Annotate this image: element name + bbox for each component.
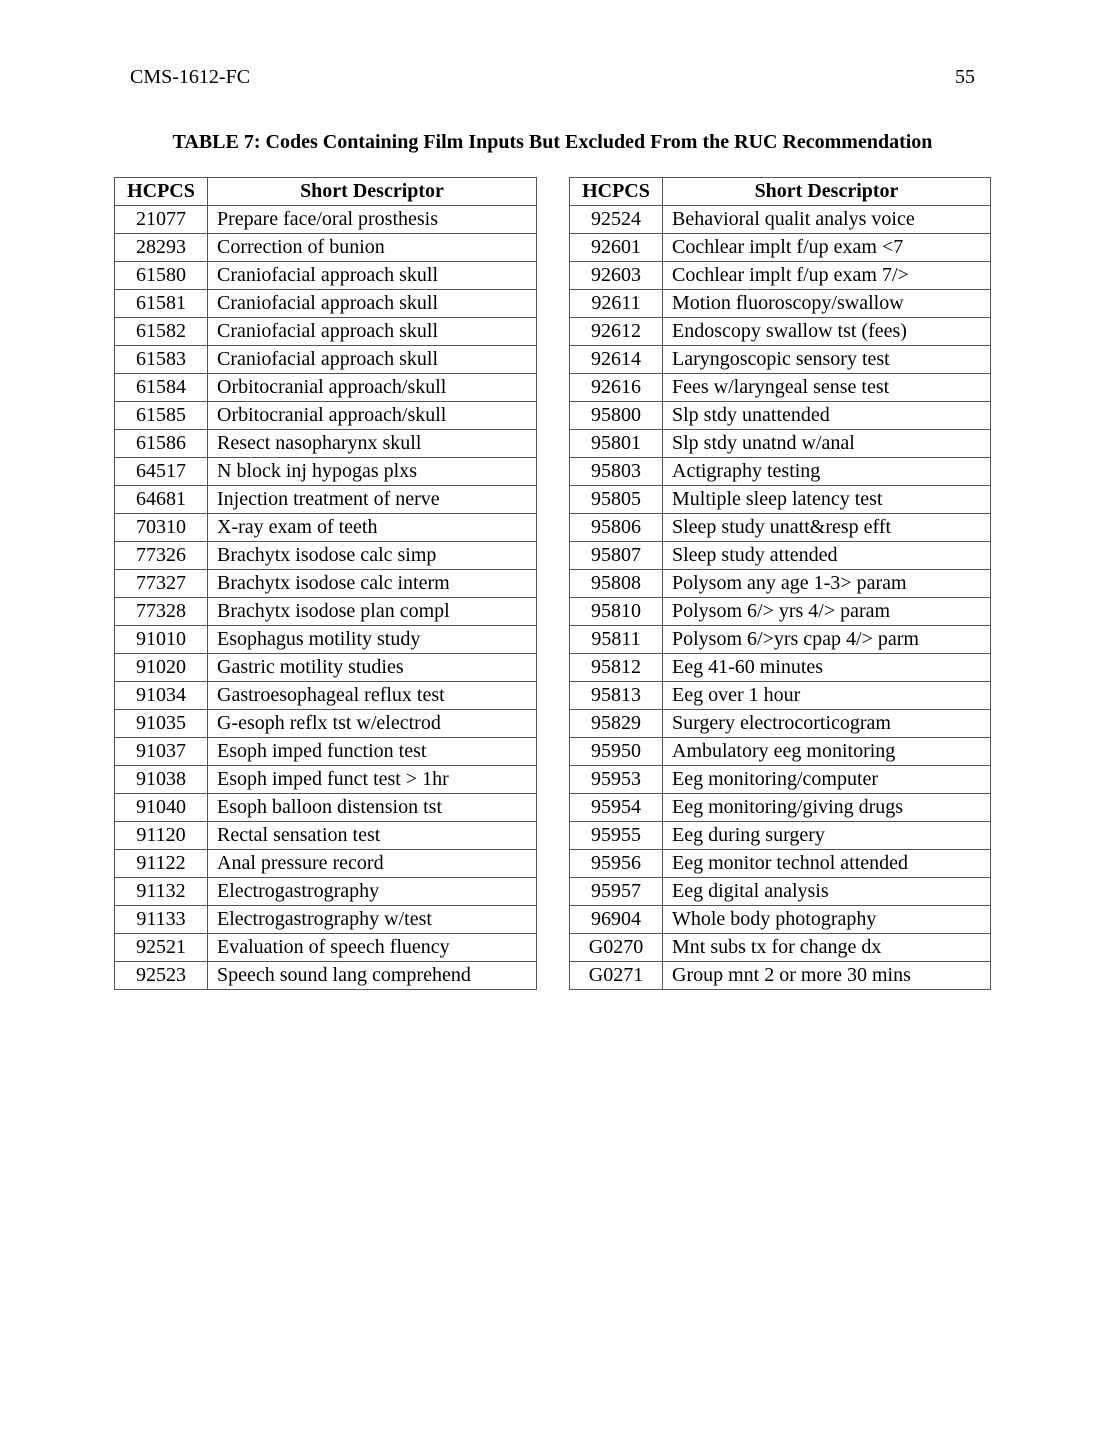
short-descriptor-cell: Eeg monitor technol attended [663,850,991,878]
table-row [115,626,537,654]
table-row [570,934,991,962]
short-descriptor-cell: Gastroesophageal reflux test [208,682,537,710]
table-title: TABLE 7: Codes Containing Film Inputs But Excluded From the RUC Recommendation [172,131,933,153]
short-descriptor-cell: Brachytx isodose calc interm [208,570,537,598]
short-descriptor-cell: Eeg digital analysis [663,878,991,906]
short-descriptor-cell: Esoph balloon distension tst [208,794,537,822]
hcpcs-code-cell: 77326 [115,542,208,570]
hcpcs-code-cell: 95811 [570,626,663,654]
table-row [570,234,991,262]
short-descriptor-cell: Orbitocranial approach/skull [208,402,537,430]
table-row [115,318,537,346]
codes-table-right [569,177,991,990]
table-row [115,430,537,458]
hcpcs-code-cell: 91010 [115,626,208,654]
short-descriptor-cell: Rectal sensation test [208,822,537,850]
hcpcs-code-cell: 95806 [570,514,663,542]
hcpcs-code-cell: 64681 [115,486,208,514]
table-row [570,346,991,374]
short-descriptor-cell: Prepare face/oral prosthesis [208,206,537,234]
short-descriptor-cell: Group mnt 2 or more 30 mins [663,962,991,990]
short-descriptor-cell: Resect nasopharynx skull [208,430,537,458]
hcpcs-code-cell: 92612 [570,318,663,346]
hcpcs-code-cell: 28293 [115,234,208,262]
hcpcs-code-cell: 95808 [570,570,663,598]
hcpcs-code-cell: 77327 [115,570,208,598]
table-row [115,822,537,850]
short-descriptor-cell: Eeg during surgery [663,822,991,850]
table-row [115,794,537,822]
short-descriptor-cell: Polysom 6/>yrs cpap 4/> parm [663,626,991,654]
hcpcs-code-cell: 61580 [115,262,208,290]
short-descriptor-cell: Multiple sleep latency test [663,486,991,514]
page-number: 55 [955,66,975,88]
short-descriptor-cell: Injection treatment of nerve [208,486,537,514]
short-descriptor-cell: Mnt subs tx for change dx [663,934,991,962]
table-row [115,710,537,738]
short-descriptor-cell: Craniofacial approach skull [208,262,537,290]
short-descriptor-cell: Esophagus motility study [208,626,537,654]
hcpcs-code-cell: 61581 [115,290,208,318]
hcpcs-code-cell: 61584 [115,374,208,402]
table-row [570,906,991,934]
hcpcs-code-cell: 91035 [115,710,208,738]
table-row [570,738,991,766]
short-descriptor-cell: Cochlear implt f/up exam 7/> [663,262,991,290]
table-row [570,962,991,990]
hcpcs-code-cell: 95954 [570,794,663,822]
hcpcs-code-cell: 95807 [570,542,663,570]
hcpcs-code-cell: 95829 [570,710,663,738]
hcpcs-code-cell: 91037 [115,738,208,766]
table-header-row [115,178,537,206]
short-descriptor-cell: Ambulatory eeg monitoring [663,738,991,766]
descriptor-column-header: Short Descriptor [663,178,991,206]
table-row [570,766,991,794]
hcpcs-code-cell: 95803 [570,458,663,486]
short-descriptor-cell: Gastric motility studies [208,654,537,682]
hcpcs-code-cell: 95813 [570,682,663,710]
short-descriptor-cell: Brachytx isodose plan compl [208,598,537,626]
hcpcs-code-cell: 92614 [570,346,663,374]
hcpcs-code-cell: 92521 [115,934,208,962]
hcpcs-code-cell: 77328 [115,598,208,626]
hcpcs-code-cell: 61585 [115,402,208,430]
hcpcs-code-cell: 95812 [570,654,663,682]
short-descriptor-cell: Motion fluoroscopy/swallow [663,290,991,318]
short-descriptor-cell: Polysom 6/> yrs 4/> param [663,598,991,626]
short-descriptor-cell: N block inj hypogas plxs [208,458,537,486]
hcpcs-code-cell: 95805 [570,486,663,514]
short-descriptor-cell: Eeg 41-60 minutes [663,654,991,682]
hcpcs-code-cell: 95955 [570,822,663,850]
short-descriptor-cell: Laryngoscopic sensory test [663,346,991,374]
table-row [570,682,991,710]
table-row [115,402,537,430]
table-row [115,766,537,794]
short-descriptor-cell: Behavioral qualit analys voice [663,206,991,234]
table-row [115,570,537,598]
table-header-row [570,178,991,206]
hcpcs-code-cell: 91133 [115,906,208,934]
hcpcs-code-cell: G0271 [570,962,663,990]
short-descriptor-cell: Fees w/laryngeal sense test [663,374,991,402]
table-row [115,738,537,766]
hcpcs-code-cell: G0270 [570,934,663,962]
hcpcs-code-cell: 61586 [115,430,208,458]
table-row [570,570,991,598]
hcpcs-code-cell: 92611 [570,290,663,318]
short-descriptor-cell: Polysom any age 1-3> param [663,570,991,598]
short-descriptor-cell: Eeg monitoring/computer [663,766,991,794]
hcpcs-code-cell: 95950 [570,738,663,766]
short-descriptor-cell: Eeg monitoring/giving drugs [663,794,991,822]
table-row [115,682,537,710]
document-id: CMS-1612-FC [130,66,251,88]
hcpcs-code-cell: 92524 [570,206,663,234]
hcpcs-code-cell: 91020 [115,654,208,682]
short-descriptor-cell: Whole body photography [663,906,991,934]
hcpcs-code-cell: 64517 [115,458,208,486]
table-row [570,598,991,626]
short-descriptor-cell: Orbitocranial approach/skull [208,374,537,402]
hcpcs-code-cell: 95956 [570,850,663,878]
table-row [115,962,537,990]
hcpcs-code-cell: 92603 [570,262,663,290]
short-descriptor-cell: Craniofacial approach skull [208,346,537,374]
short-descriptor-cell: X-ray exam of teeth [208,514,537,542]
hcpcs-code-cell: 95957 [570,878,663,906]
hcpcs-code-cell: 92601 [570,234,663,262]
table-row [570,458,991,486]
short-descriptor-cell: Sleep study attended [663,542,991,570]
short-descriptor-cell: Speech sound lang comprehend [208,962,537,990]
hcpcs-code-cell: 91132 [115,878,208,906]
table-row [570,430,991,458]
short-descriptor-cell: Craniofacial approach skull [208,318,537,346]
table-row [570,486,991,514]
table-row [115,206,537,234]
hcpcs-code-cell: 91034 [115,682,208,710]
table-row [115,598,537,626]
table-row [115,878,537,906]
table-row [570,878,991,906]
table-row [115,514,537,542]
table-row [115,346,537,374]
hcpcs-code-cell: 91038 [115,766,208,794]
short-descriptor-cell: Surgery electrocorticogram [663,710,991,738]
descriptor-column-header: Short Descriptor [208,178,537,206]
hcpcs-code-cell: 21077 [115,206,208,234]
short-descriptor-cell: Endoscopy swallow tst (fees) [663,318,991,346]
short-descriptor-cell: Slp stdy unattended [663,402,991,430]
short-descriptor-cell: Brachytx isodose calc simp [208,542,537,570]
table-row [115,654,537,682]
short-descriptor-cell: G-esoph reflx tst w/electrod [208,710,537,738]
table-row [570,318,991,346]
short-descriptor-cell: Evaluation of speech fluency [208,934,537,962]
table-row [115,234,537,262]
short-descriptor-cell: Actigraphy testing [663,458,991,486]
table-row [115,290,537,318]
hcpcs-code-cell: 70310 [115,514,208,542]
hcpcs-code-cell: 96904 [570,906,663,934]
hcpcs-code-cell: 92523 [115,962,208,990]
table-row [570,374,991,402]
hcpcs-column-header: HCPCS [570,178,663,206]
table-row [115,542,537,570]
hcpcs-code-cell: 95810 [570,598,663,626]
table-row [115,458,537,486]
hcpcs-code-cell: 95953 [570,766,663,794]
table-row [570,514,991,542]
table-row [115,486,537,514]
table-row [115,906,537,934]
table-row [570,822,991,850]
table-row [570,654,991,682]
hcpcs-code-cell: 91040 [115,794,208,822]
table-row [115,850,537,878]
table-row [570,850,991,878]
hcpcs-code-cell: 92616 [570,374,663,402]
short-descriptor-cell: Electrogastrography w/test [208,906,537,934]
table-row [115,262,537,290]
hcpcs-code-cell: 61583 [115,346,208,374]
short-descriptor-cell: Cochlear implt f/up exam <7 [663,234,991,262]
short-descriptor-cell: Craniofacial approach skull [208,290,537,318]
table-row [570,290,991,318]
table-row [570,402,991,430]
short-descriptor-cell: Anal pressure record [208,850,537,878]
table-row [570,626,991,654]
short-descriptor-cell: Esoph imped function test [208,738,537,766]
short-descriptor-cell: Slp stdy unatnd w/anal [663,430,991,458]
hcpcs-column-header: HCPCS [115,178,208,206]
table-row [570,206,991,234]
hcpcs-code-cell: 95801 [570,430,663,458]
table-row [570,542,991,570]
hcpcs-code-cell: 91120 [115,822,208,850]
short-descriptor-cell: Eeg over 1 hour [663,682,991,710]
codes-table-left [114,177,537,990]
short-descriptor-cell: Sleep study unatt&resp efft [663,514,991,542]
short-descriptor-cell: Correction of bunion [208,234,537,262]
table-row [115,934,537,962]
hcpcs-code-cell: 61582 [115,318,208,346]
hcpcs-code-cell: 91122 [115,850,208,878]
hcpcs-code-cell: 95800 [570,402,663,430]
short-descriptor-cell: Electrogastrography [208,878,537,906]
table-row [570,794,991,822]
short-descriptor-cell: Esoph imped funct test > 1hr [208,766,537,794]
table-row [570,262,991,290]
table-row [115,374,537,402]
table-row [570,710,991,738]
